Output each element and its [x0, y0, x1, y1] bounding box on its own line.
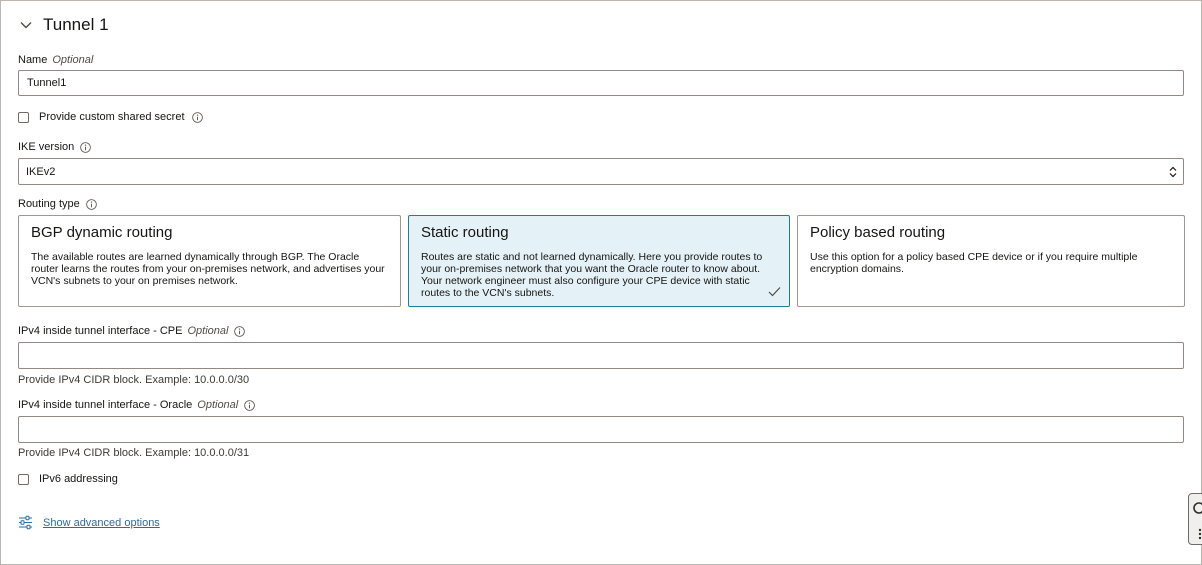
ipv4-oracle-optional-tag: Optional	[197, 399, 239, 411]
section-title: Tunnel 1	[43, 15, 109, 34]
ipv6-row	[18, 473, 118, 485]
routing-option-description: Routes are static and not learned dynamically. Here you provide routes to your on-premises network that you want the Oracle router to know about. Your network engineer must also configure your CPE device with static routes to the VCN's subnets.	[421, 251, 763, 299]
select-arrows-icon	[1169, 166, 1177, 178]
show-advanced-options-link[interactable]: Show advanced options	[43, 516, 160, 529]
ike-label-text: IKE version	[18, 141, 75, 153]
info-icon[interactable]	[244, 400, 255, 411]
ipv4-cpe-label	[18, 325, 245, 337]
ipv4-cpe-input[interactable]	[18, 342, 1184, 369]
ipv6-label: IPv6 addressing	[39, 473, 118, 485]
name-label-text: Name	[18, 54, 48, 66]
name-label	[18, 54, 93, 66]
help-widget[interactable]	[1188, 493, 1202, 545]
info-icon[interactable]	[234, 326, 245, 337]
ike-label	[18, 141, 91, 153]
name-optional-tag: Optional	[52, 54, 94, 66]
ipv4-oracle-input[interactable]	[18, 416, 1184, 443]
routing-option-static[interactable]	[408, 215, 790, 307]
sliders-icon[interactable]	[18, 515, 33, 530]
routing-option-title: BGP dynamic routing	[31, 224, 173, 241]
chevron-down-icon[interactable]	[19, 18, 33, 32]
ipv4-oracle-hint: Provide IPv4 CIDR block. Example: 10.0.0.0/31	[18, 447, 250, 459]
routing-type-label	[18, 198, 97, 210]
advanced-options[interactable]	[18, 515, 160, 530]
ipv4-cpe-optional-tag: Optional	[187, 325, 229, 337]
routing-option-policy[interactable]	[797, 215, 1185, 307]
drag-handle-icon	[1197, 528, 1202, 540]
routing-option-title: Static routing	[421, 224, 509, 241]
routing-option-description: Use this option for a policy based CPE device or if you require multiple encryption domains.	[810, 251, 1138, 275]
shared-secret-checkbox[interactable]	[18, 112, 29, 123]
ike-version-value: IKEv2	[26, 166, 56, 178]
shared-secret-label: Provide custom shared secret	[39, 111, 185, 123]
info-icon[interactable]	[80, 142, 91, 153]
info-icon[interactable]	[192, 112, 203, 123]
routing-option-bgp[interactable]	[18, 215, 401, 307]
routing-type-label-text: Routing type	[18, 198, 80, 210]
tunnel-section-header[interactable]	[19, 15, 109, 35]
info-icon[interactable]	[86, 199, 97, 210]
ipv4-oracle-label-text: IPv4 inside tunnel interface - Oracle	[18, 399, 193, 411]
help-widget-icon	[1193, 502, 1202, 514]
ipv6-checkbox[interactable]	[18, 474, 29, 485]
ipv4-cpe-hint: Provide IPv4 CIDR block. Example: 10.0.0.0/30	[18, 374, 250, 386]
ipv4-cpe-label-text: IPv4 inside tunnel interface - CPE	[18, 325, 183, 337]
checkmark-icon	[768, 286, 781, 297]
name-input[interactable]	[18, 70, 1184, 96]
routing-option-title: Policy based routing	[810, 224, 946, 241]
ipv4-oracle-label	[18, 399, 255, 411]
routing-option-description: The available routes are learned dynamically through BGP. The Oracle router learns the routes from your on-premises network, and advertises your VCN's subnets to your on premises network.	[31, 251, 385, 287]
shared-secret-row	[18, 111, 203, 123]
ike-version-select[interactable]	[18, 158, 1184, 185]
